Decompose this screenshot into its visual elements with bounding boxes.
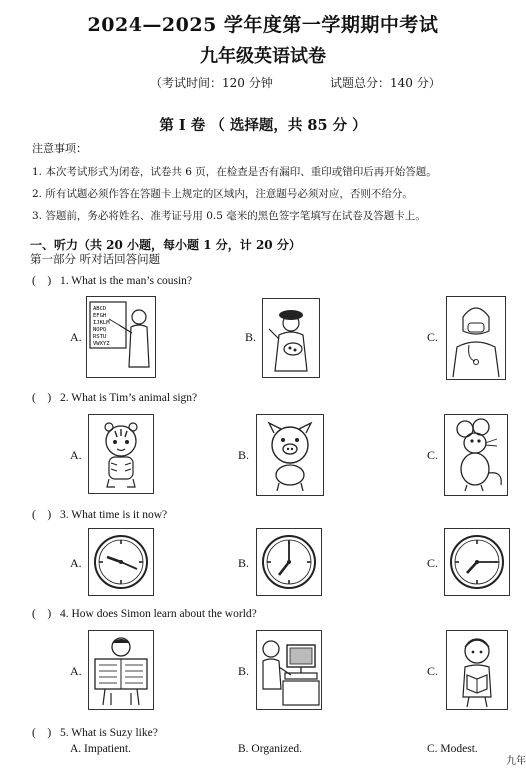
teacher-blackboard-image bbox=[86, 296, 156, 378]
exam-subtitle: 九年级英语试卷 bbox=[200, 46, 326, 67]
listening-heading: 一、听力（共 20 小题，每小题 1 分，计 20 分） bbox=[30, 238, 301, 252]
blackboard-letters-row-1: ABCD bbox=[93, 306, 107, 312]
answer-blank[interactable]: ( ) bbox=[32, 509, 52, 521]
pig-image bbox=[256, 414, 324, 496]
clock-image-b bbox=[256, 528, 322, 596]
painter-image bbox=[262, 298, 320, 378]
q4-option-c-label: C. bbox=[427, 664, 439, 678]
q4-option-a-label: A. bbox=[70, 664, 82, 678]
exam-title: 2024—2025 学年度第一学期期中考试 bbox=[87, 14, 439, 36]
question-text: 2. What is Tim’s animal sign? bbox=[60, 392, 198, 404]
q1-option-a-label: A. bbox=[70, 330, 82, 344]
computer-user-image bbox=[256, 630, 322, 710]
reading-newspaper-image bbox=[88, 630, 154, 710]
notice-heading: 注意事项： bbox=[32, 142, 87, 155]
notice-rule-2: 2. 所有试题必须作答在答题卡上规定的区域内，注意题号必须对应，否则不给分。 bbox=[32, 188, 413, 200]
doctor-image bbox=[446, 296, 506, 380]
answer-blank[interactable]: ( ) bbox=[32, 727, 52, 739]
q2-option-b-label: B. bbox=[238, 448, 250, 462]
question-text: 5. What is Suzy like? bbox=[60, 727, 158, 739]
notice-rule-1: 1. 本次考试形式为闭卷，试卷共 6 页，在检查是否有漏印、重印或错印后再开始答题。 bbox=[32, 166, 437, 178]
mouse-image bbox=[444, 414, 508, 496]
q5-option-b[interactable]: B. Organized. bbox=[238, 743, 302, 755]
q1-option-c-label: C. bbox=[427, 330, 439, 344]
question-text: 3. What time is it now? bbox=[60, 509, 168, 521]
page-footer: 九年 bbox=[506, 756, 526, 767]
q4-option-b-label: B. bbox=[238, 664, 250, 678]
q3-option-a-label: A. bbox=[70, 556, 82, 570]
question-text: 1. What is the man’s cousin? bbox=[60, 275, 193, 287]
question-2 bbox=[32, 389, 197, 405]
clock-image-c bbox=[444, 528, 510, 596]
notice-rule-3: 3. 答题前，务必将姓名、准考证号用 0.5 毫米的黑色签字笔填写在试卷及答题卡上。 bbox=[32, 210, 426, 222]
listening-subheading: 第一部分 听对话回答问题 bbox=[30, 252, 161, 266]
q3-option-b-label: B. bbox=[238, 556, 250, 570]
q1-option-b-label: B. bbox=[245, 330, 257, 344]
blackboard-letters-row-2: EFGH bbox=[93, 313, 107, 319]
question-4 bbox=[32, 605, 257, 621]
exam-time: （考试时间：120 分钟 bbox=[150, 76, 273, 90]
section-title: 第 I 卷 （ 选择题，共 85 分 ） bbox=[159, 117, 367, 134]
question-3 bbox=[32, 506, 167, 522]
answer-blank[interactable]: ( ) bbox=[32, 608, 52, 620]
clock-image-a bbox=[88, 528, 154, 596]
blackboard-letters-row-5: RSTU bbox=[93, 334, 107, 340]
question-text: 4. How does Simon learn about the world? bbox=[60, 608, 257, 620]
answer-blank[interactable]: ( ) bbox=[32, 392, 52, 404]
q5-option-a[interactable]: A. Impatient. bbox=[70, 743, 131, 755]
q3-option-c-label: C. bbox=[427, 556, 439, 570]
boy-reading-book-image bbox=[446, 630, 508, 710]
q2-option-c-label: C. bbox=[427, 448, 439, 462]
answer-blank[interactable]: ( ) bbox=[32, 275, 52, 287]
blackboard-letters-row-6: VWXYZ bbox=[93, 341, 110, 347]
blackboard-letters-row-3: IJKLM bbox=[93, 320, 110, 326]
q2-option-a-label: A. bbox=[70, 448, 82, 462]
blackboard-letters-row-4: NOPQ bbox=[93, 327, 107, 333]
question-5 bbox=[32, 724, 158, 740]
exam-total-score: 试题总分：140 分） bbox=[330, 76, 441, 90]
tiger-image bbox=[88, 414, 154, 494]
q5-option-c[interactable]: C. Modest. bbox=[427, 743, 478, 755]
question-1 bbox=[32, 272, 192, 288]
